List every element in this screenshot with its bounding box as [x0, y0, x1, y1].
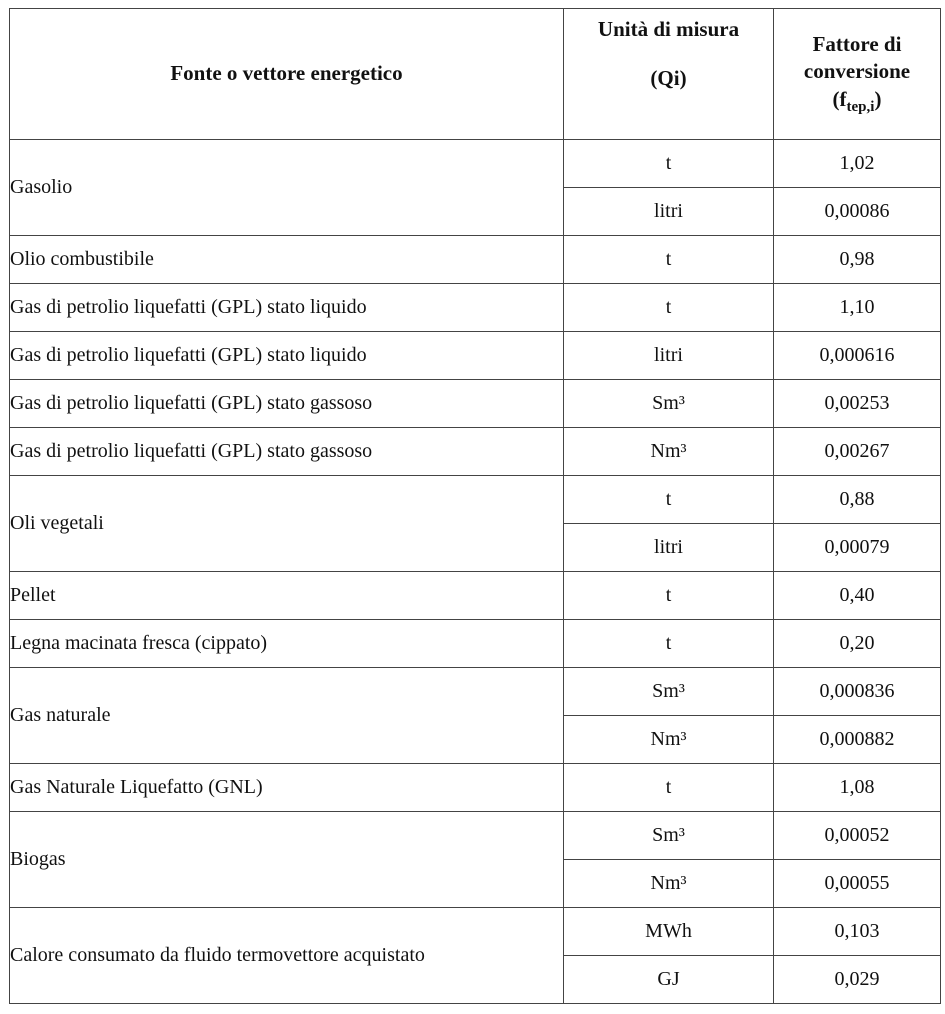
source-cell: Biogas [10, 812, 564, 908]
table-row [10, 140, 941, 188]
factor-cell: 0,00253 [774, 380, 941, 428]
factor-cell: 0,029 [774, 956, 941, 1004]
factor-cell: 0,00079 [774, 524, 941, 572]
unit-cell: t [564, 764, 774, 812]
factor-cell: 0,98 [774, 236, 941, 284]
factor-cell: 0,103 [774, 908, 941, 956]
table-row [10, 284, 941, 332]
table-row [10, 428, 941, 476]
unit-cell: Sm³ [564, 668, 774, 716]
header-unit-line2: (Qi) [650, 66, 687, 90]
source-cell: Gas di petrolio liquefatti (GPL) stato gassoso [10, 380, 564, 428]
factor-cell: 0,00052 [774, 812, 941, 860]
unit-cell: t [564, 476, 774, 524]
factor-cell: 1,10 [774, 284, 941, 332]
table-row [10, 236, 941, 284]
factor-cell: 0,40 [774, 572, 941, 620]
factor-cell: 0,00267 [774, 428, 941, 476]
unit-cell: t [564, 620, 774, 668]
table-row [10, 572, 941, 620]
header-factor-close: ) [874, 86, 882, 111]
header-factor [774, 9, 941, 140]
header-factor-f: (f [832, 86, 847, 111]
header-factor-symbol [774, 86, 940, 118]
table-row [10, 476, 941, 524]
source-cell: Gas di petrolio liquefatti (GPL) stato liquido [10, 332, 564, 380]
table-row [10, 380, 941, 428]
table-row [10, 668, 941, 716]
table-body [10, 140, 941, 1004]
unit-cell: t [564, 140, 774, 188]
header-factor-line2: conversione [803, 59, 911, 84]
source-cell: Gas naturale [10, 668, 564, 764]
header-unit [564, 9, 774, 140]
unit-cell: Sm³ [564, 380, 774, 428]
header-factor-subscript: tep,i [846, 98, 875, 115]
factor-cell: 0,20 [774, 620, 941, 668]
conversion-factor-table [9, 8, 941, 1004]
unit-cell: t [564, 236, 774, 284]
table-row [10, 812, 941, 860]
source-cell: Olio combustibile [10, 236, 564, 284]
source-cell: Gasolio [10, 140, 564, 236]
factor-cell: 0,000616 [774, 332, 941, 380]
unit-cell: Sm³ [564, 812, 774, 860]
unit-cell: MWh [564, 908, 774, 956]
unit-cell: Nm³ [564, 428, 774, 476]
unit-cell: t [564, 572, 774, 620]
source-cell: Pellet [10, 572, 564, 620]
unit-cell: litri [564, 524, 774, 572]
factor-cell: 0,00086 [774, 188, 941, 236]
header-unit-line1: Unità di misura [597, 17, 740, 41]
factor-cell: 1,08 [774, 764, 941, 812]
unit-cell: litri [564, 332, 774, 380]
table-row [10, 620, 941, 668]
table-row [10, 332, 941, 380]
factor-cell: 0,88 [774, 476, 941, 524]
unit-cell: litri [564, 188, 774, 236]
table-row [10, 908, 941, 956]
source-cell: Calore consumato da fluido termovettore acquistato [10, 908, 564, 1004]
header-source: Fonte o vettore energetico [10, 9, 564, 140]
factor-cell: 0,00055 [774, 860, 941, 908]
source-cell: Gas di petrolio liquefatti (GPL) stato liquido [10, 284, 564, 332]
factor-cell: 1,02 [774, 140, 941, 188]
unit-cell: Nm³ [564, 860, 774, 908]
unit-cell: Nm³ [564, 716, 774, 764]
source-cell: Oli vegetali [10, 476, 564, 572]
table-header-row [10, 9, 941, 140]
factor-cell: 0,000882 [774, 716, 941, 764]
unit-cell: GJ [564, 956, 774, 1004]
header-factor-line1: Fattore di [812, 31, 902, 56]
source-cell: Legna macinata fresca (cippato) [10, 620, 564, 668]
table-row [10, 764, 941, 812]
source-cell: Gas Naturale Liquefatto (GNL) [10, 764, 564, 812]
factor-cell: 0,000836 [774, 668, 941, 716]
unit-cell: t [564, 284, 774, 332]
source-cell: Gas di petrolio liquefatti (GPL) stato gassoso [10, 428, 564, 476]
